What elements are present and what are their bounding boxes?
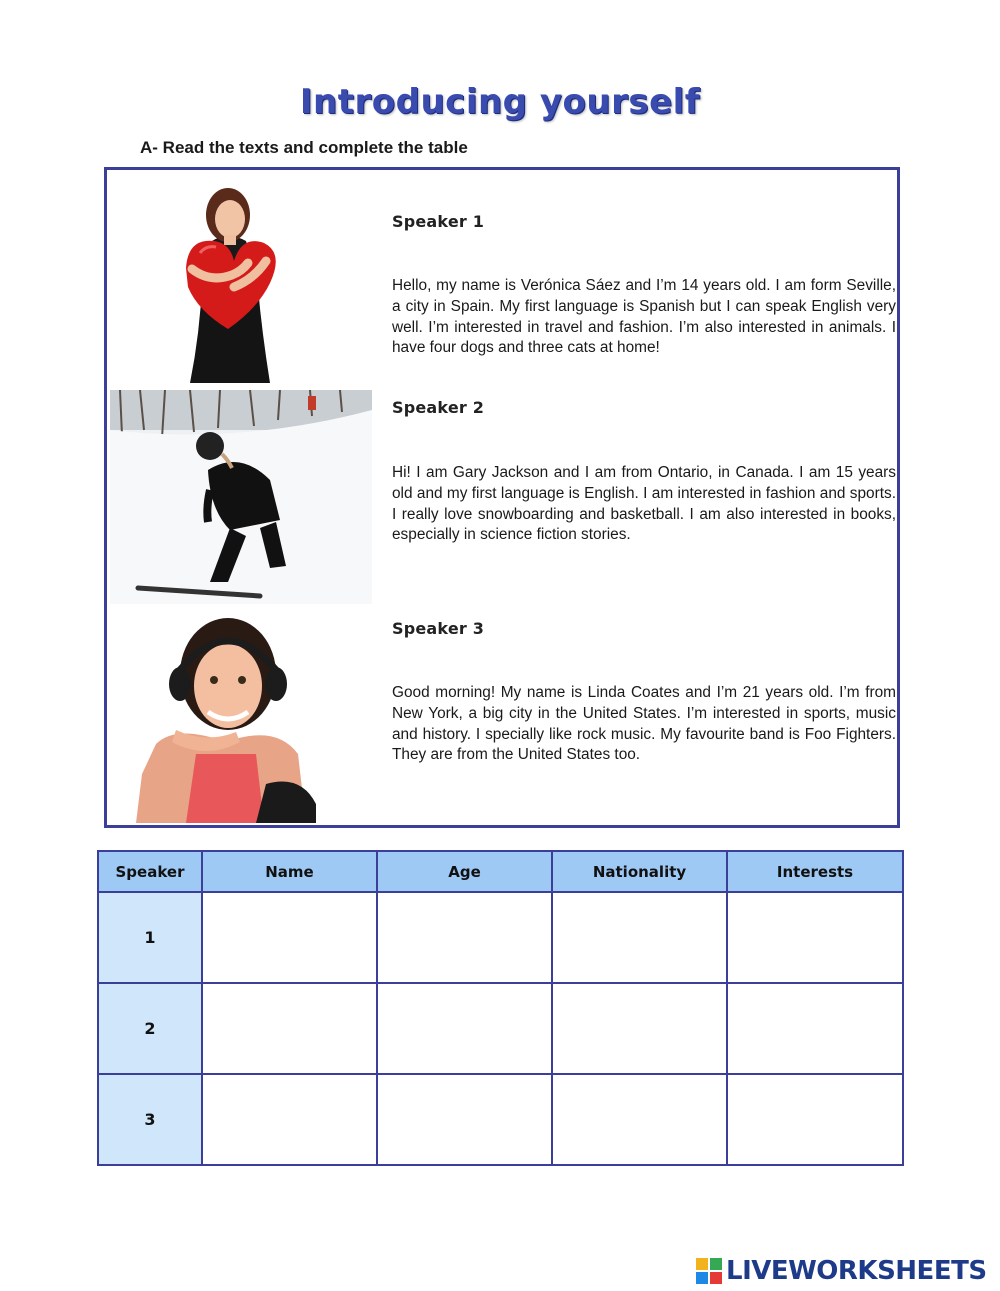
speaker-1-photo xyxy=(172,183,284,383)
answer-nationality-3[interactable] xyxy=(552,1074,727,1165)
answer-name-2[interactable] xyxy=(202,983,377,1074)
speaker-3-photo xyxy=(136,614,316,823)
speaker-1-heading: Speaker 1 xyxy=(392,212,485,231)
answer-age-2[interactable] xyxy=(377,983,552,1074)
speaker-2-photo xyxy=(110,390,372,604)
logo-blocks-icon xyxy=(696,1258,722,1284)
logo-text: LIVEWORKSHEETS xyxy=(726,1256,987,1286)
answer-age-1[interactable] xyxy=(377,892,552,983)
header-age: Age xyxy=(377,851,552,892)
answer-age-3[interactable] xyxy=(377,1074,552,1165)
answer-interests-3[interactable] xyxy=(727,1074,903,1165)
answer-interests-1[interactable] xyxy=(727,892,903,983)
table-row xyxy=(98,1074,903,1165)
row-speaker-number: 1 xyxy=(98,892,202,983)
table-row xyxy=(98,892,903,983)
answer-nationality-1[interactable] xyxy=(552,892,727,983)
answer-interests-2[interactable] xyxy=(727,983,903,1074)
row-speaker-number: 2 xyxy=(98,983,202,1074)
answer-table xyxy=(97,850,904,1166)
header-interests: Interests xyxy=(727,851,903,892)
page-title: Introducing yourself xyxy=(299,82,701,122)
speaker-2-heading: Speaker 2 xyxy=(392,398,485,417)
header-nationality: Nationality xyxy=(552,851,727,892)
row-speaker-number: 3 xyxy=(98,1074,202,1165)
answer-name-1[interactable] xyxy=(202,892,377,983)
header-speaker: Speaker xyxy=(98,851,202,892)
speaker-3-heading: Speaker 3 xyxy=(392,619,485,638)
speaker-2-text: Hi! I am Gary Jackson and I am from Ontario, in Canada. I am 15 years old and my first language is English. I am interested in fashion and sports. I really love snowboarding and basketball. I am also interested in books, especially in science fiction stories. xyxy=(392,464,896,544)
table-header-row xyxy=(98,851,903,892)
answer-nationality-2[interactable] xyxy=(552,983,727,1074)
liveworksheets-logo xyxy=(696,1254,987,1288)
answer-name-3[interactable] xyxy=(202,1074,377,1165)
speaker-3-text: Good morning! My name is Linda Coates and I’m 21 years old. I’m from New York, a big city in the United States. I’m interested in sports, music and history. I specially like rock music. My favourite band is Foo Fighters. They are from the United States too. xyxy=(392,684,896,764)
table-row xyxy=(98,983,903,1074)
header-name: Name xyxy=(202,851,377,892)
instruction-text: A- Read the texts and complete the table xyxy=(140,138,468,157)
speaker-1-text: Hello, my name is Verónica Sáez and I’m 14 years old. I am form Seville, a city in Spain. My first language is Spanish but I can speak English very well. I’m interested in travel and fashion. I’m also interested in animals. I have four dogs and three cats at home! xyxy=(392,277,896,357)
